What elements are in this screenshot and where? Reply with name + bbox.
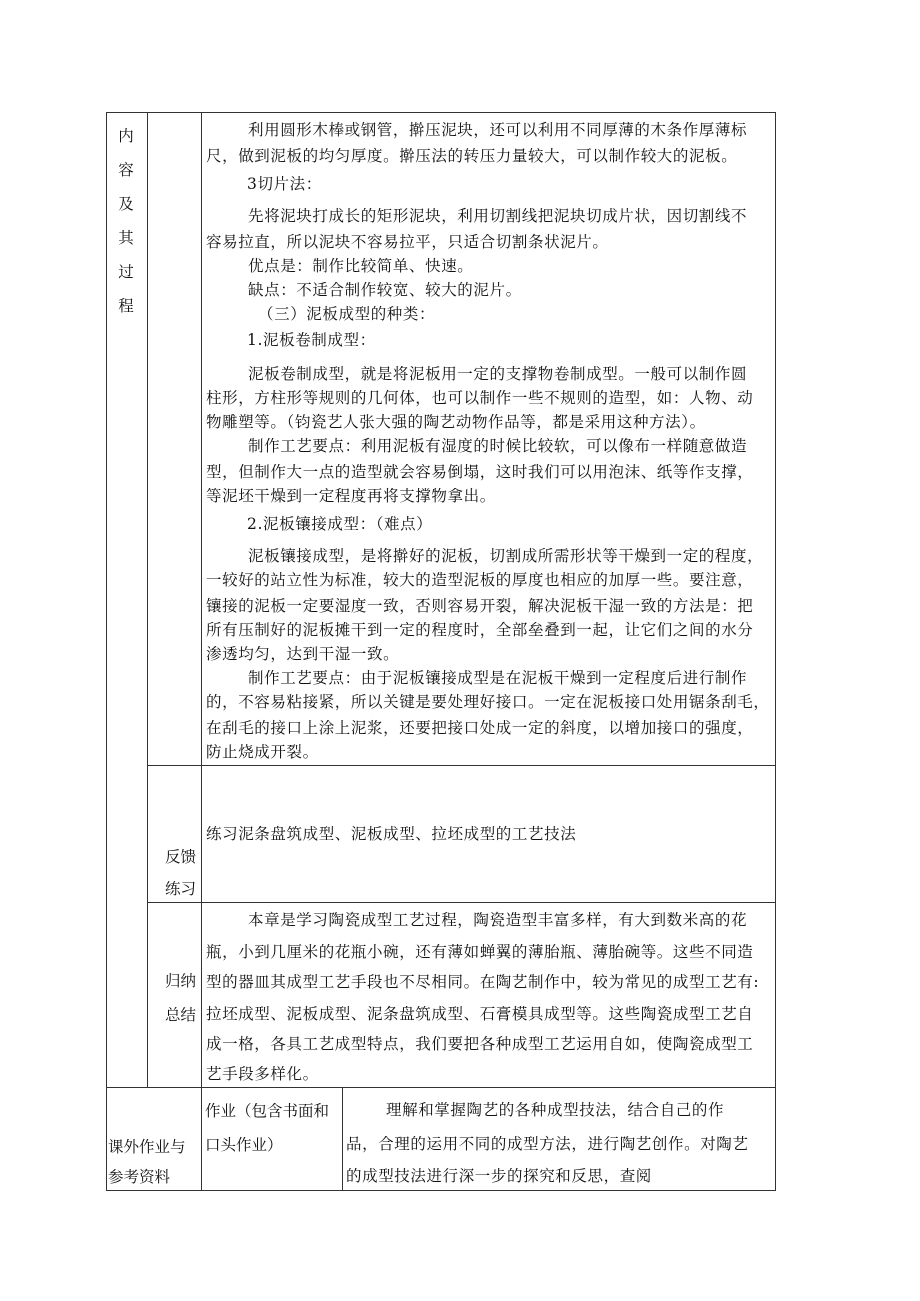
content-line: 缺点：不适合制作较宽、较大的泥片。 (248, 281, 522, 299)
content-line: 渗透均匀，达到干湿一致。 (206, 645, 400, 663)
row-divider-feedback (147, 765, 776, 766)
content-line: 利用圆形木棒或钢管，擀压泥块，还可以利用不同厚薄的木条作厚薄标 (248, 121, 748, 139)
content-line: 的，不容易粘接紧，所以关键是要处理好接口。一定在泥板接口处用锯条刮毛， (206, 693, 770, 711)
summary-line: 艺手段多样化。 (206, 1065, 319, 1083)
table-border-top (106, 112, 776, 113)
content-line: 1.泥板卷制成型： (247, 331, 376, 349)
content-line: 物雕塑等。（钧瓷艺人张大强的陶艺动物作品等，都是采用这种方法）。 (206, 413, 706, 431)
content-line: 优点是：制作比较简单、快速。 (248, 257, 474, 275)
homework-type-line2: 口头作业） (205, 1136, 283, 1154)
content-line: 所有压制好的泥板摊干到一定的程度时，全部垒叠到一起，让它们之间的水分 (206, 621, 754, 639)
column-divider-2 (201, 112, 202, 1190)
table-border-right (775, 112, 776, 1190)
summary-label-line2: 总结 (165, 1006, 197, 1024)
content-line: 制作工艺要点：由于泥板镶接成型是在泥板干燥到一定程度后进行制作 (248, 669, 748, 687)
content-line: 3切片法： (247, 175, 322, 193)
content-line: 柱形，方柱形等规则的几何体，也可以制作一些不规则的造型，如：人物、动 (206, 389, 754, 407)
content-line: 先将泥块打成长的矩形泥块，利用切割线把泥块切成片状，因切割线不 (248, 207, 748, 225)
table-border-bottom (106, 1190, 776, 1191)
feedback-text: 练习泥条盘筑成型、泥板成型、拉坯成型的工艺技法 (206, 825, 577, 843)
content-line: 防止烧成开裂。 (206, 743, 319, 761)
content-line: （三）泥板成型的种类： (258, 305, 436, 323)
summary-line: 拉坯成型、泥板成型、泥条盘筑成型、石膏模具成型等。这些陶瓷成型工艺自 (206, 1005, 754, 1023)
homework-label-line1: 课外作业与 (108, 1138, 186, 1156)
content-line: 泥板镶接成型，是将擀好的泥板，切割成所需形状等干燥到一定的程度， (248, 547, 764, 565)
content-line: 尺，做到泥板的均匀厚度。擀压法的转压力量较大，可以制作较大的泥板。 (206, 147, 738, 165)
column-divider-1 (147, 112, 148, 1087)
label-char: 及 (118, 195, 134, 213)
label-char: 其 (118, 229, 134, 247)
summary-line: 瓶，小到几厘米的花瓶小碗，还有薄如蝉翼的薄胎瓶、薄胎碗等。这些不同造 (206, 943, 754, 961)
feedback-label-line2: 练习 (165, 880, 197, 898)
summary-line: 型的器皿其成型工艺手段也不尽相同。在陶艺制作中，较为常见的成型工艺有: (206, 973, 760, 991)
label-char: 程 (118, 297, 134, 315)
content-line: 制作工艺要点：利用泥板有湿度的时候比较软，可以像布一样随意做造 (248, 437, 748, 455)
row-divider-homework (106, 1087, 776, 1088)
column-divider-homework (342, 1087, 343, 1190)
content-line: 2.泥板镶接成型：（难点） (247, 515, 433, 533)
label-char: 容 (118, 161, 134, 179)
content-line: 等泥坯干燥到一定程度再将支撑物拿出。 (206, 487, 496, 505)
row-divider-summary (147, 902, 776, 903)
homework-line: 的成型技法进行深一步的探究和反思，查阅 (346, 1167, 652, 1185)
label-char: 内 (118, 127, 134, 145)
content-line: 在刮毛的接口上涂上泥浆，还要把接口处成一定的斜度，以增加接口的强度， (206, 719, 754, 737)
homework-line: 理解和掌握陶艺的各种成型技法，结合自己的作 (386, 1101, 725, 1119)
content-line: 一较好的站立性为标准，较大的造型泥板的厚度也相应的加厚一些。要注意， (206, 571, 754, 589)
content-line: 型，但制作大一点的造型就会容易倒塌，这时我们可以用泡沫、纸等作支撑， (206, 463, 754, 481)
content-line: 泥板卷制成型，就是将泥板用一定的支撑物卷制成型。一般可以制作圆 (248, 365, 748, 383)
table-border-left (106, 112, 107, 1190)
label-char: 过 (118, 263, 134, 281)
summary-line: 成一格，各具工艺成型特点，我们要把各种成型工艺运用自如，使陶瓷成型工 (206, 1035, 754, 1053)
summary-line: 本章是学习陶瓷成型工艺过程，陶瓷造型丰富多样，有大到数米高的花 (248, 911, 748, 929)
content-line: 容易拉直，所以泥块不容易拉平，只适合切割条状泥片。 (206, 233, 609, 251)
summary-label-line1: 归纳 (165, 972, 197, 990)
feedback-label-line1: 反馈 (165, 848, 197, 866)
content-line: 镶接的泥板一定要湿度一致，否则容易开裂，解决泥板干湿一致的方法是：把 (206, 597, 754, 615)
homework-type-line1: 作业（包含书面和 (205, 1102, 330, 1120)
homework-line: 品，合理的运用不同的成型方法，进行陶艺创作。对陶艺 (346, 1135, 749, 1153)
homework-label-line2: 参考资料 (108, 1168, 171, 1186)
